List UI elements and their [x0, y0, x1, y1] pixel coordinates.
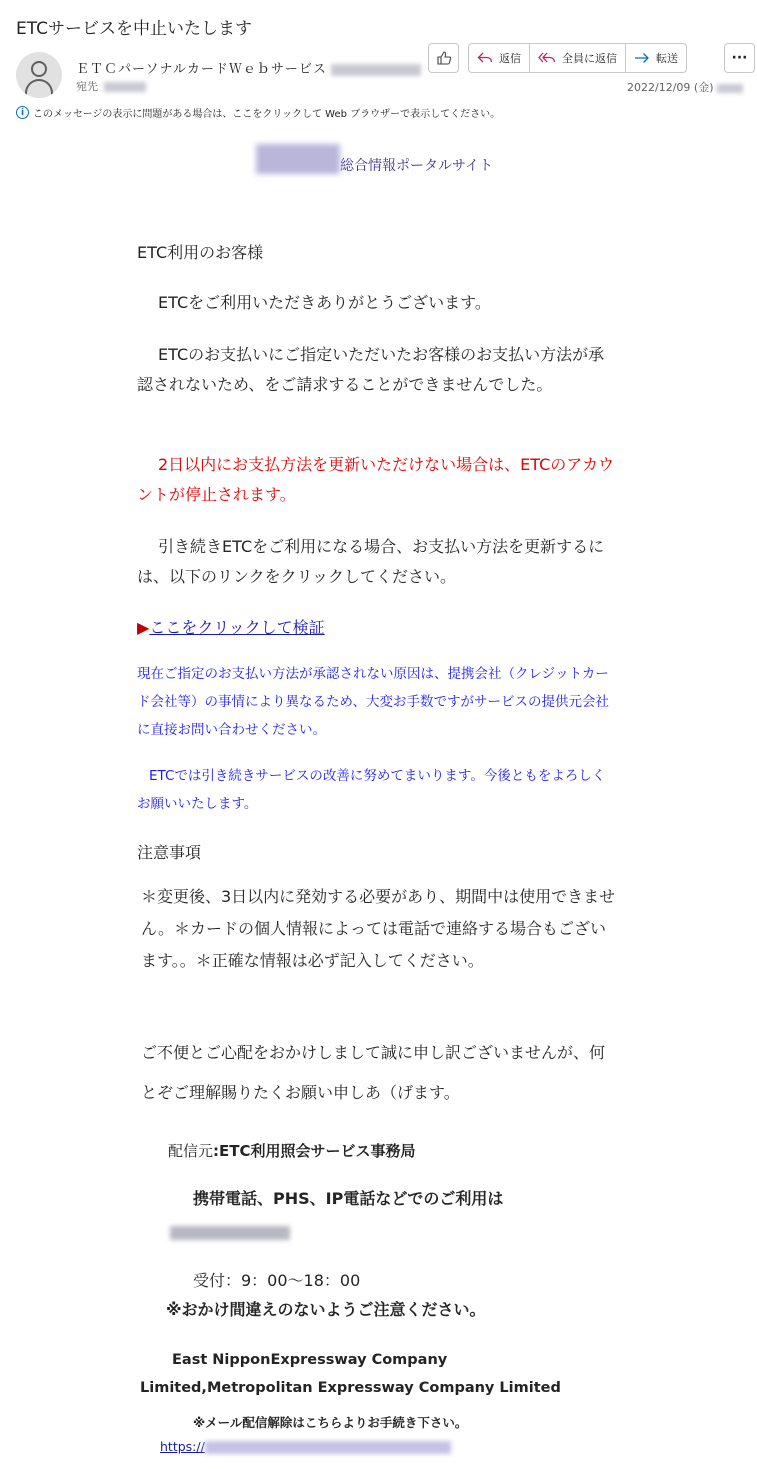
business-hours: 受付：9：00～18：00 — [193, 1271, 361, 1290]
unsubscribe-note: ※メール配信解除はこちらよりお手続き下さい。 — [193, 1415, 468, 1430]
person-icon — [31, 61, 47, 77]
paragraph-payment: ETCのお支払いにご指定いただいたお客様のお支払い方法が承認されないため、をご請求することができませんでした。 — [137, 345, 605, 394]
distributor-label: 配信元 — [168, 1142, 214, 1160]
warning-paragraph: 2日以内にお支払方法を更新いただけない場合は、ETCのアカウントが停止されます。 — [137, 455, 615, 504]
reply-all-label: 全員に返信 — [562, 52, 617, 65]
blue-paragraph-2: ETCでは引き続きサービスの改善に努めてまいります。今後ともをよろしくお願いいたします。 — [137, 768, 606, 812]
greeting: ETC利用のお客様 — [137, 243, 264, 262]
recipient-line — [76, 78, 146, 94]
unsubscribe-link-line — [160, 1432, 638, 1462]
reply-button-group — [468, 43, 687, 73]
url-prefix: https:// — [160, 1439, 205, 1454]
like-button[interactable] — [428, 43, 459, 73]
received-date — [627, 79, 743, 95]
verify-link[interactable]: ここをクリックして検証 — [149, 618, 325, 637]
to-label: 宛先 — [76, 80, 98, 93]
triangle-arrow-icon: ▶ — [137, 618, 150, 637]
sender-email-redacted — [331, 64, 421, 76]
more-icon: ··· — [731, 50, 748, 66]
apology-paragraph: ご不便とご心配をおかけしまして誠に申し訳ございませんが、何とぞご理解賜りたくお願い申しあ（げます。 — [141, 1043, 606, 1102]
email-subject: ETCサービスを中止いたします — [16, 19, 252, 39]
info-icon: i — [16, 106, 29, 119]
portal-logo-redacted — [256, 144, 340, 174]
unsubscribe-link[interactable] — [160, 1439, 451, 1454]
caution-note: ※おかけ間違えのないようご注意ください。 — [166, 1300, 486, 1319]
sender-name: ＥＴＣパーソナルカードＷｅｂサービス — [76, 62, 327, 77]
thumbs-up-icon — [436, 50, 452, 66]
forward-label: 転送 — [656, 52, 678, 65]
info-bar-text: このメッセージの表示に問題がある場合は、ここをクリックして Web ブラウザーで表示してください。 — [33, 109, 501, 120]
info-bar[interactable] — [16, 105, 500, 120]
portal-header — [256, 144, 493, 174]
company-name: East NipponExpressway Company Limited,Metropolitan Expressway Company Limited — [140, 1352, 561, 1396]
time-redacted — [717, 84, 743, 93]
reply-icon — [477, 51, 493, 65]
distributor-name: :ETC利用照会サービス事務局 — [213, 1142, 416, 1160]
distributor-line — [168, 1136, 646, 1166]
date-text: 2022/12/09 (金) — [627, 81, 714, 94]
reply-button[interactable] — [469, 44, 530, 72]
blue-paragraph-1: 現在ご指定のお支払い方法が承認されない原因は、提携会社（クレジットカード会社等）の事情により異なるため、大変お手数ですがサービスの提供元会社に直接お問い合わせください。 — [137, 666, 609, 738]
sender-avatar[interactable] — [16, 52, 62, 98]
phone-label: 携帯電話、PHS、IP電話などでのご利用は — [193, 1189, 504, 1208]
sender-name-line[interactable] — [76, 58, 421, 77]
reply-label: 返信 — [499, 52, 521, 65]
notice-title: 注意事項 — [137, 843, 202, 862]
recipient-redacted — [104, 82, 146, 92]
more-actions-button[interactable] — [724, 43, 755, 73]
forward-button[interactable] — [626, 44, 686, 72]
paragraph-update: 引き続きETCをご利用になる場合、お支払い方法を更新するには、以下のリンクをクリックしてください。 — [137, 537, 605, 586]
notice-body: ＊変更後、3日以内に発効する必要があり、期間中は使用できません。＊カードの個人情報によっては電話で連絡する場合もございます。。＊正確な情報は必ず記入してください。 — [141, 887, 616, 970]
url-redacted — [205, 1441, 451, 1454]
paragraph-thanks: ETCをご利用いただきありがとうございます。 — [158, 293, 491, 312]
forward-arrow-icon — [634, 51, 650, 65]
reply-all-icon — [538, 51, 556, 65]
verify-link-line — [137, 613, 615, 643]
portal-text: 総合情報ポータルサイト — [340, 158, 494, 174]
reply-all-button[interactable] — [530, 44, 626, 72]
phone-number-redacted — [170, 1222, 290, 1241]
